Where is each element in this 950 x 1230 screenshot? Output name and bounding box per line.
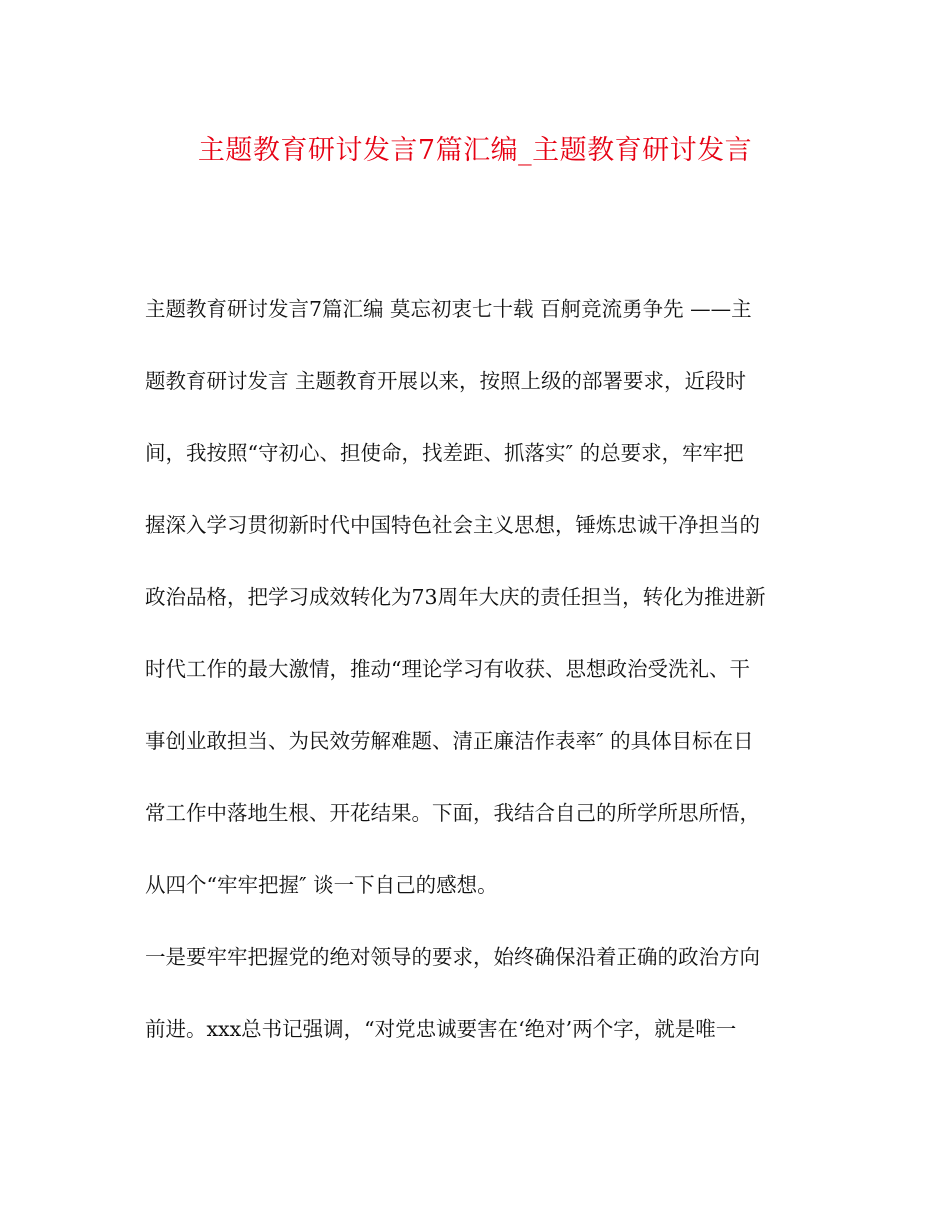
- paragraph-line: 握深入学习贯彻新时代中国特色社会主义思想，锤炼忠诚干净担当的: [145, 513, 760, 537]
- document-title: 主题教育研讨发言7篇汇编_主题教育研讨发言: [197, 135, 753, 166]
- paragraph-line: 从四个“牢牢把握″ 谈一下自己的感想。: [145, 873, 498, 897]
- paragraph-line: 题教育研讨发言 主题教育开展以来，按照上级的部署要求，近段时: [145, 369, 747, 393]
- paragraph-line: 事创业敢担当、为民效劳解难题、清正廉洁作表率″ 的具体目标在日: [145, 729, 754, 753]
- paragraph-line: 间，我按照“守初心、担使命，找差距、抓落实″ 的总要求，牢牢把: [145, 441, 744, 465]
- paragraph-line: 常工作中落地生根、开花结果。下面，我结合自己的所学所思所悟，: [145, 801, 760, 825]
- paragraph-line: 一是要牢牢把握党的绝对领导的要求，始终确保沿着正确的政治方向: [145, 945, 760, 969]
- paragraph-line: 时代工作的最大激情，推动“理论学习有收获、思想政治受洗礼、干: [145, 657, 750, 681]
- paragraph-line: 政治品格，把学习成效转化为73周年大庆的责任担当，转化为推进新: [145, 585, 766, 609]
- paragraph-line: 前进。xxx总书记强调，“对党忠诚要害在‘绝对’两个字，就是唯一: [145, 1017, 737, 1041]
- paragraph-line: 主题教育研讨发言7篇汇编 莫忘初衷七十载 百舸竞流勇争先 ——主: [145, 297, 752, 321]
